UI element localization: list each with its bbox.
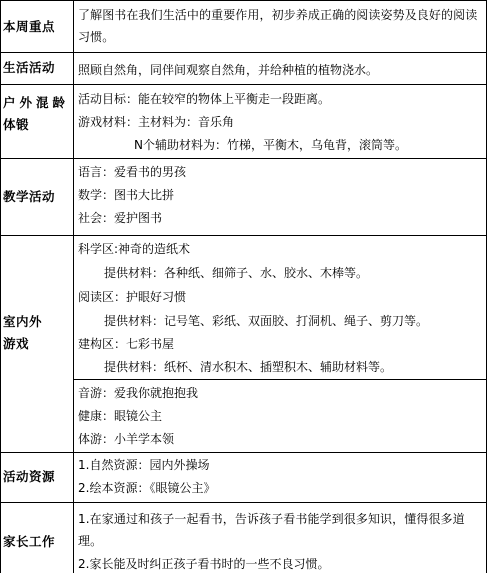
outdoor-goal: 活动目标：能在较窄的物体上平衡走一段距离。 [78,92,331,106]
parents-item-2: 2.家长能及时纠正孩子看书时的一些不良习惯。 [78,557,330,571]
reading-material: 提供材料：记号笔、彩纸、双面胶、打洞机、绳子、剪刀等。 [104,314,429,328]
health-game: 健康：眼镜公主 [78,409,163,423]
teaching-item: 语言：爱看书的男孩 [78,165,187,179]
outdoor-material-main: 游戏材料：主材料为：音乐角 [78,115,235,129]
row-divider [0,235,487,236]
column-divider [73,0,74,573]
indoor-label-line2: 游戏 [3,336,30,351]
science-area: 科学区:神奇的造纸术 [78,242,191,256]
resources-item: 2.绘本资源：《眼镜公主》 [78,481,216,495]
row-divider [0,452,487,453]
building-material: 提供材料：纸杯、清水积木、插塑积木、辅助材料等。 [104,360,393,374]
table-border-top [0,0,487,1]
life-label: 生活活动 [3,60,56,75]
building-area: 建构区：七彩书屋 [78,337,175,351]
indoor-label-line1: 室内外 [3,314,43,329]
outdoor-material-aux: N个辅助材料为：竹梯，平衡木，乌龟背，滚筒等。 [134,138,407,152]
subrow-divider [73,379,487,380]
teaching-item: 数学：图书大比拼 [78,188,175,202]
science-material: 提供材料：各种纸、细筛子、水、胶水、木棒等。 [104,266,369,280]
row-divider [0,84,487,85]
music-game: 音游：爱我你就抱抱我 [78,386,199,400]
outdoor-label-line1: 户外混龄 [3,95,70,110]
row-divider [0,158,487,159]
life-text: 照顾自然角，同伴间观察自然角，并给种植的植物浇水。 [78,63,379,77]
teaching-item: 社会：爱护图书 [78,211,163,225]
row-divider [0,52,487,53]
reading-area: 阅读区：护眼好习惯 [78,290,187,304]
parents-item-1: 1.在家通过和孩子一起看书，告诉孩子看书能学到很多知识，懂得很多道理。 [78,512,465,548]
focus-text: 了解图书在我们生活中的重要作用，初步养成正确的阅读姿势及良好的阅读习惯。 [78,8,478,44]
parents-label: 家长工作 [3,534,56,549]
teaching-label: 教学活动 [3,189,56,204]
resources-label: 活动资源 [3,469,56,484]
table-border-left [0,0,1,573]
focus-label: 本周重点 [3,19,56,34]
outdoor-label-line2: 体锻 [3,117,30,132]
sports-game: 体游：小羊学本领 [78,432,175,446]
resources-item: 1.自然资源：园内外操场 [78,458,210,472]
row-divider [0,502,487,503]
